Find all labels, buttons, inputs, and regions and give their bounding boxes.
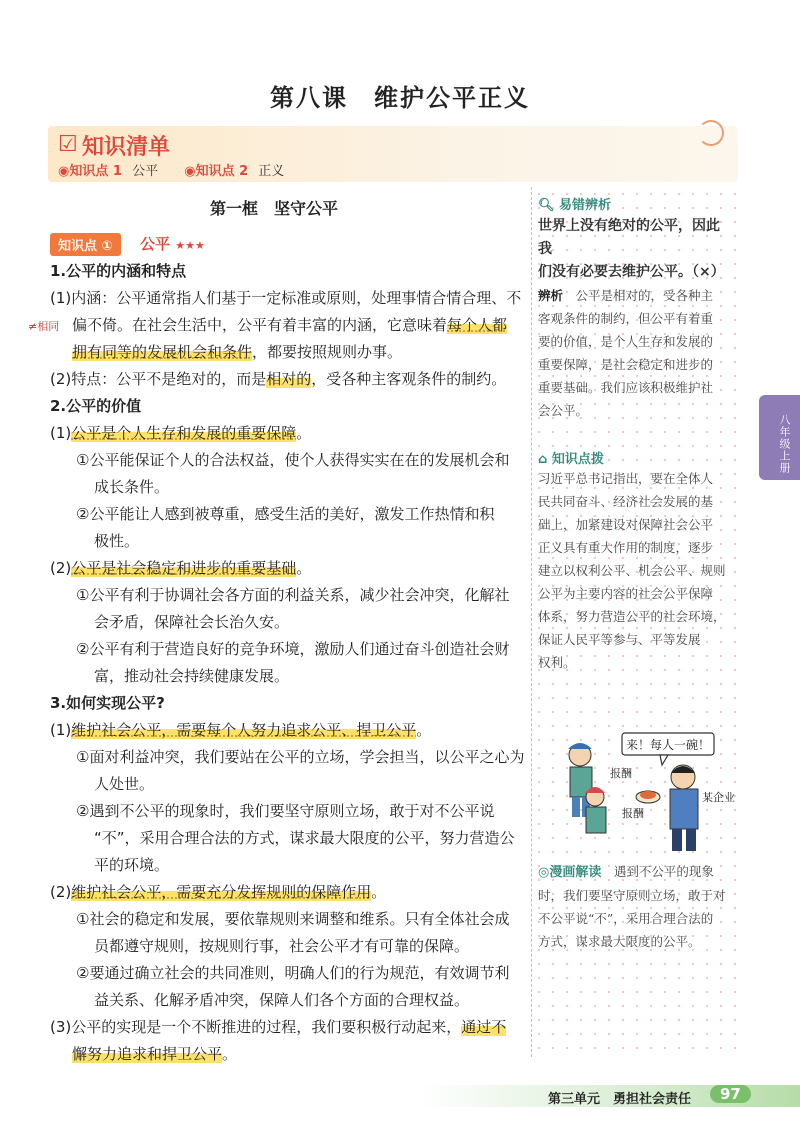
highlight: 公平是社会稳定和进步的重要基础 bbox=[71, 559, 297, 577]
tip-line: 正义具有重大作用的制度，逐步 bbox=[538, 540, 714, 555]
highlight: 维护社会公平，需要每个人努力追求公平、捍卫公平 bbox=[71, 721, 417, 739]
error-question-line2: 们没有必要去维护公平。（×） bbox=[538, 264, 725, 280]
page-title: 第八课 维护公平正义 bbox=[270, 84, 530, 112]
paragraph: (3)公平的实现是一个不断推进的过程，我们要积极行动起来，通过不 bbox=[50, 1018, 507, 1036]
paragraph: ①面对利益冲突，我们要站在公平的立场，学会担当，以公平之心为 bbox=[76, 748, 525, 766]
handwritten-note: ≠相同 bbox=[28, 320, 60, 333]
kp1-label: 知识点 1 bbox=[69, 164, 122, 179]
adult-leg bbox=[672, 829, 682, 851]
paragraph: (2)维护社会公平，需要充分发挥规则的保障作用。 bbox=[50, 883, 387, 901]
adult-body bbox=[670, 789, 698, 829]
comic-label-reward: 报酬 bbox=[622, 807, 644, 820]
paragraph: (2)特点：公平不是绝对的，而是相对的，受各种主客观条件的制约。 bbox=[50, 370, 507, 388]
heading-value: 2.公平的价值 bbox=[50, 397, 142, 415]
paragraph: 员都遵守规则，按规则行事，社会公平才有可靠的保障。 bbox=[94, 937, 470, 955]
swirl-decoration bbox=[698, 120, 724, 146]
chat-icon: ⌂ bbox=[538, 452, 548, 467]
adult-hair bbox=[671, 766, 695, 773]
analysis-line: 会公平。 bbox=[538, 403, 589, 418]
analysis-line: 客观条件的制约，但公平有着重 bbox=[538, 311, 714, 326]
comic-line: 时，我们要坚守原则立场，敢于对 bbox=[538, 888, 726, 903]
section-title: 第一框 坚守公平 bbox=[210, 199, 339, 218]
speech-bubble-tail bbox=[660, 755, 668, 765]
sidebar-knowledge-tip bbox=[538, 448, 733, 674]
highlight: 维护社会公平，需要充分发挥规则的保障作用 bbox=[71, 883, 372, 901]
paragraph: 成长条件。 bbox=[94, 478, 170, 496]
sidebar-comic-reading bbox=[538, 860, 733, 953]
stars-icon: ★★★ bbox=[175, 239, 205, 252]
paragraph: 人处世。 bbox=[94, 775, 155, 793]
sidebar-error-analysis bbox=[538, 194, 733, 422]
heading-meaning: 1.公平的内涵和特点 bbox=[50, 262, 187, 280]
page-number: 97 bbox=[710, 1085, 751, 1103]
kp2-name: 正义 bbox=[258, 164, 285, 179]
comic-reading-heading: ◎漫画解读 bbox=[538, 865, 602, 880]
paragraph: ②要通过确立社会的共同准则，明确人们的行为规范，有效调节利 bbox=[76, 964, 510, 982]
comic-illustration bbox=[550, 725, 735, 855]
comic-line: 遇到不公平的现象 bbox=[613, 864, 714, 879]
child-body bbox=[586, 807, 606, 833]
bowl-food bbox=[640, 791, 656, 799]
paragraph: 拥有同等的发展机会和条件，都要按照规则办事。 bbox=[72, 343, 403, 361]
paragraph: ①社会的稳定和发展，要依靠规则来调整和维系。只有全体社会成 bbox=[76, 910, 510, 928]
comic-icon: ◎ bbox=[538, 865, 550, 880]
tip-line: 建立以权利公平、机会公平、规则 bbox=[538, 563, 726, 578]
tip-line: 体系，努力营造公平的社会环境， bbox=[538, 609, 726, 624]
target-icon: ◉ bbox=[58, 164, 70, 179]
adult-leg bbox=[686, 829, 696, 851]
knowledge-point-badge: 知识点 ① bbox=[50, 233, 121, 256]
child-cap bbox=[568, 743, 592, 749]
paragraph: 平的环境。 bbox=[94, 856, 170, 874]
kp-name-text: 公平 bbox=[140, 235, 171, 253]
tip-line: 权利。 bbox=[538, 655, 576, 670]
paragraph: 会矛盾，保障社会长治久安。 bbox=[94, 613, 290, 631]
paragraph: (2)公平是社会稳定和进步的重要基础。 bbox=[50, 559, 312, 577]
magnifier-icon: 🔍︎ bbox=[538, 198, 555, 213]
tip-line: 习近平总书记指出，要在全体人 bbox=[538, 471, 714, 486]
paragraph: 益关系、化解矛盾冲突，保障人们各个方面的合理权益。 bbox=[94, 991, 470, 1009]
highlight: 通过不 bbox=[461, 1018, 507, 1036]
analysis-line: 要的价值，是个人生存和发展的 bbox=[538, 334, 714, 349]
paragraph: 偏不倚。在社会生活中，公平有着丰富的内涵，它意味着每个人都 bbox=[72, 316, 508, 334]
analysis-label: 辨析 bbox=[538, 288, 564, 303]
tip-line: 公平为主要内容的社会公平保障 bbox=[538, 586, 714, 601]
paragraph: ①公平能保证个人的合法权益，使个人获得实实在在的发展机会和 bbox=[76, 451, 510, 469]
paragraph: (1)维护社会公平，需要每个人努力追求公平、捍卫公平。 bbox=[50, 721, 432, 739]
analysis-line: 重要保障，是社会稳定和进步的 bbox=[538, 357, 714, 372]
bubble-text: 来！每人一碗！ bbox=[625, 738, 711, 752]
highlight: 每个人都 bbox=[447, 316, 508, 334]
paragraph: ②公平能让人感到被尊重，感受生活的美好，激发工作热情和积 bbox=[76, 505, 495, 523]
footer-unit: 第三单元 勇担社会责任 bbox=[548, 1092, 692, 1107]
checkmark-icon: ☑ bbox=[58, 132, 78, 157]
highlight: 公平是个人生存和发展的重要保障 bbox=[71, 424, 297, 442]
comic-line: 不公平说“不”，采用合理合法的 bbox=[538, 911, 714, 926]
comic-label-company: 某企业 bbox=[702, 791, 735, 804]
kp1-name: 公平 bbox=[132, 164, 159, 179]
paragraph: ②公平有利于营造良好的竞争环境，激励人们通过奋斗创造社会财 bbox=[76, 640, 510, 658]
highlight: 懈努力追求和捍卫公平 bbox=[72, 1045, 223, 1063]
comic-line: 方式，谋求最大限度的公平。 bbox=[538, 934, 701, 949]
tip-line: 础上，加紧建设对保障社会公平 bbox=[538, 517, 714, 532]
paragraph: “不”，采用合理合法的方式，谋求最大限度的公平，努力营造公 bbox=[94, 829, 515, 847]
paragraph: 富，推动社会持续健康发展。 bbox=[94, 667, 290, 685]
banner-title: 知识清单 bbox=[82, 135, 171, 160]
heading-how: 3.如何实现公平? bbox=[50, 694, 165, 712]
comic-label-reward: 报酬 bbox=[610, 767, 632, 780]
banner-knowledge-list bbox=[58, 160, 284, 179]
paragraph: (1)内涵：公平通常指人们基于一定标准或原则，处理事情合情合理、不 bbox=[50, 289, 522, 307]
kp2-label: 知识点 2 bbox=[195, 164, 249, 179]
paragraph: 懈努力追求和捍卫公平。 bbox=[72, 1045, 238, 1063]
child-leg bbox=[572, 797, 580, 817]
paragraph: ①公平有利于协调社会各方面的利益关系，减少社会冲突，化解社 bbox=[76, 586, 510, 604]
tip-line: 保证人民平等参与、平等发展 bbox=[538, 632, 701, 647]
target-icon: ◉ bbox=[184, 164, 196, 179]
highlight: 相对的 bbox=[266, 370, 312, 388]
error-question-line1: 世界上没有绝对的公平，因此我 bbox=[538, 218, 720, 257]
analysis-line: 公平是相对的，受各种主 bbox=[575, 288, 714, 303]
grade-tab: 八年级上册 bbox=[759, 395, 800, 480]
paragraph: ②遇到不公平的现象时，我们要坚守原则立场，敢于对不公平说 bbox=[76, 802, 495, 820]
highlight: 拥有同等的发展机会和条件 bbox=[72, 343, 253, 361]
paragraph: (1)公平是个人生存和发展的重要保障。 bbox=[50, 424, 312, 442]
main-content bbox=[50, 258, 528, 1068]
knowledge-point-name bbox=[140, 233, 205, 254]
tip-line: 民共同奋斗、经济社会发展的基 bbox=[538, 494, 714, 509]
analysis-line: 重要基础。我们应该积极维护社 bbox=[538, 380, 714, 395]
knowledge-tip-heading: ⌂ 知识点拨 bbox=[538, 452, 604, 467]
paragraph: 极性。 bbox=[94, 532, 140, 550]
error-analysis-heading: 🔍︎ 易错辨析 bbox=[538, 198, 612, 213]
